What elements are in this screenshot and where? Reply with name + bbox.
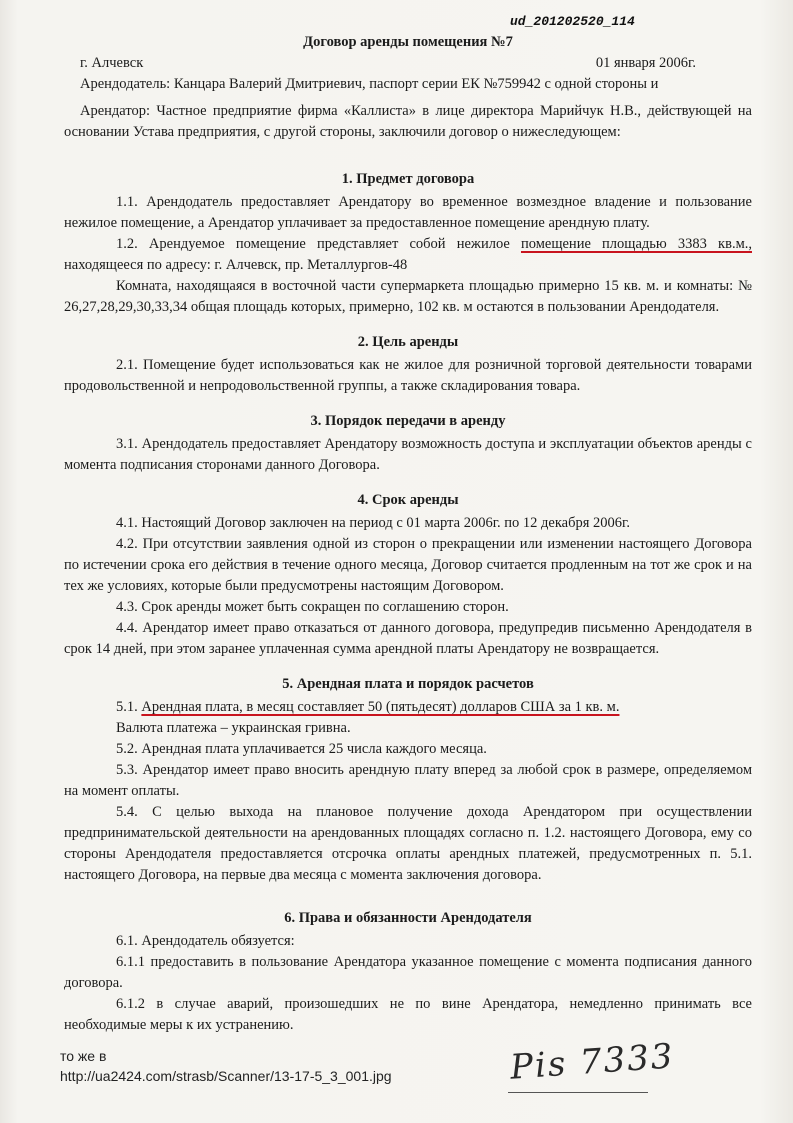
contract-date: 01 января 2006г.: [595, 55, 696, 71]
source-note: [60, 1046, 392, 1086]
clause-5-1: [64, 697, 752, 718]
contract-body: [64, 32, 752, 1036]
payment-currency: Валюта платежа – украинская гривна.: [116, 720, 351, 736]
clause-1-room: Комната, находящаяся в восточной части супермаркета площадью примерно 15 кв. м. и комнаты: № 26,27,28,29,30,33,34 общая площадь которых, примерно, 102 кв. м остаются в пользовании Арендодателя.: [64, 278, 752, 315]
section-5-title: 5. Арендная плата и порядок расчетов: [282, 676, 534, 692]
clause-6-1-2: 6.1.2 в случае аварий, произошедших не по вине Арендатора, немедленно принимать все необходимые меры к их устранению.: [64, 996, 752, 1033]
section-3-title: 3. Порядок передачи в аренду: [310, 413, 506, 429]
clause-3-1: 3.1. Арендодатель предоставляет Арендатору возможность доступа и эксплуатации объектов аренды с момента подписания сторонами данного Договора.: [64, 436, 752, 473]
section-6-title: 6. Права и обязанности Арендодателя: [284, 910, 532, 926]
area-underlined: помещение площадью 3383 кв.м.,: [520, 236, 752, 252]
clause-1-2-start: 1.2. Арендуемое помещение представляет собой нежилое: [116, 236, 521, 252]
clause-4-2: 4.2. При отсутствии заявления одной из сторон о прекращении или изменении настоящего Договора по истечении срока его действия в течение одного месяца, Договор считается продленным на тот же срок и на тех же условиях, которые были предусмотрены настоящим Договором.: [64, 536, 752, 594]
section-1-title: 1. Предмет договора: [341, 171, 475, 187]
document-id: ud_201202520_114: [510, 14, 635, 29]
landlord-paragraph: Арендодатель: Канцара Валерий Дмитриевич, паспорт серии ЕК №759942 с одной стороны и: [80, 76, 659, 92]
clause-5-1-number: 5.1.: [116, 699, 142, 715]
section-4-title: 4. Срок аренды: [357, 492, 459, 508]
clause-1-1: 1.1. Арендодатель предоставляет Арендатору во временное возмездное владение и пользование нежилое помещение, а Арендатор уплачивает за предоставленное помещение арендную плату.: [64, 194, 752, 231]
signature-line: [508, 1092, 648, 1093]
tenant-paragraph: Арендатор: Частное предприятие фирма «Каллиста» в лице директора Марийчук Н.В., действующей на основании Устава предприятия, с другой стороны, заключили договор о нижеследующем:: [64, 103, 752, 140]
rent-underlined: Арендная плата, в месяц составляет 50 (пятьдесят) долларов США за 1 кв. м.: [141, 699, 620, 715]
city: г. Алчевск: [80, 55, 144, 71]
clause-5-2: 5.2. Арендная плата уплачивается 25 числа каждого месяца.: [116, 741, 487, 757]
contract-title: Договор аренды помещения №7: [303, 34, 513, 50]
clause-5-3: 5.3. Арендатор имеет право вносить арендную плату вперед за любой срок в размере, определяемом на момент оплаты.: [64, 762, 752, 799]
handwritten-signature: Pis 7333: [508, 1036, 676, 1088]
clause-5-4: 5.4. С целью выхода на плановое получение дохода Арендатором при осуществлении предпринимательской деятельности на арендованных площадях согласно п. 1.2. настоящего Договора, ему со стороны Арендодателя предоставляется отсрочка оплаты арендных платежей, предусмотренных п. 5.1. настоящего Договора, на первые два месяца с момента заключения договора.: [64, 804, 752, 883]
clause-4-4: 4.4. Арендатор имеет право отказаться от данного договора, предупредив письменно Арендодателя в срок 14 дней, при этом заранее уплаченная сумма арендной платы Арендатору не возвращается.: [64, 620, 752, 657]
clause-4-1: 4.1. Настоящий Договор заключен на период с 01 марта 2006г. по 12 декабря 2006г.: [116, 515, 630, 531]
clause-1-2-end: находящееся по адресу: г. Алчевск, пр. Металлургов-48: [64, 257, 408, 273]
place-date-row: [64, 53, 752, 74]
clause-6-1: 6.1. Арендодатель обязуется:: [116, 933, 295, 949]
clause-6-1-1: 6.1.1 предоставить в пользование Арендатора указанное помещение с момента подписания данного договора.: [64, 954, 752, 991]
source-note-line1: то же в: [60, 1048, 107, 1064]
clause-2-1: 2.1. Помещение будет использоваться как не жилое для розничной торговой деятельности товарами продовольственной и непродовольственной группы, а также складирования товара.: [64, 357, 752, 394]
clause-1-2: [64, 234, 752, 276]
clause-4-3: 4.3. Срок аренды может быть сокращен по соглашению сторон.: [116, 599, 509, 615]
source-url: http://ua2424.com/strasb/Scanner/13-17-5_3_001.jpg: [60, 1068, 392, 1084]
section-2-title: 2. Цель аренды: [357, 334, 459, 350]
